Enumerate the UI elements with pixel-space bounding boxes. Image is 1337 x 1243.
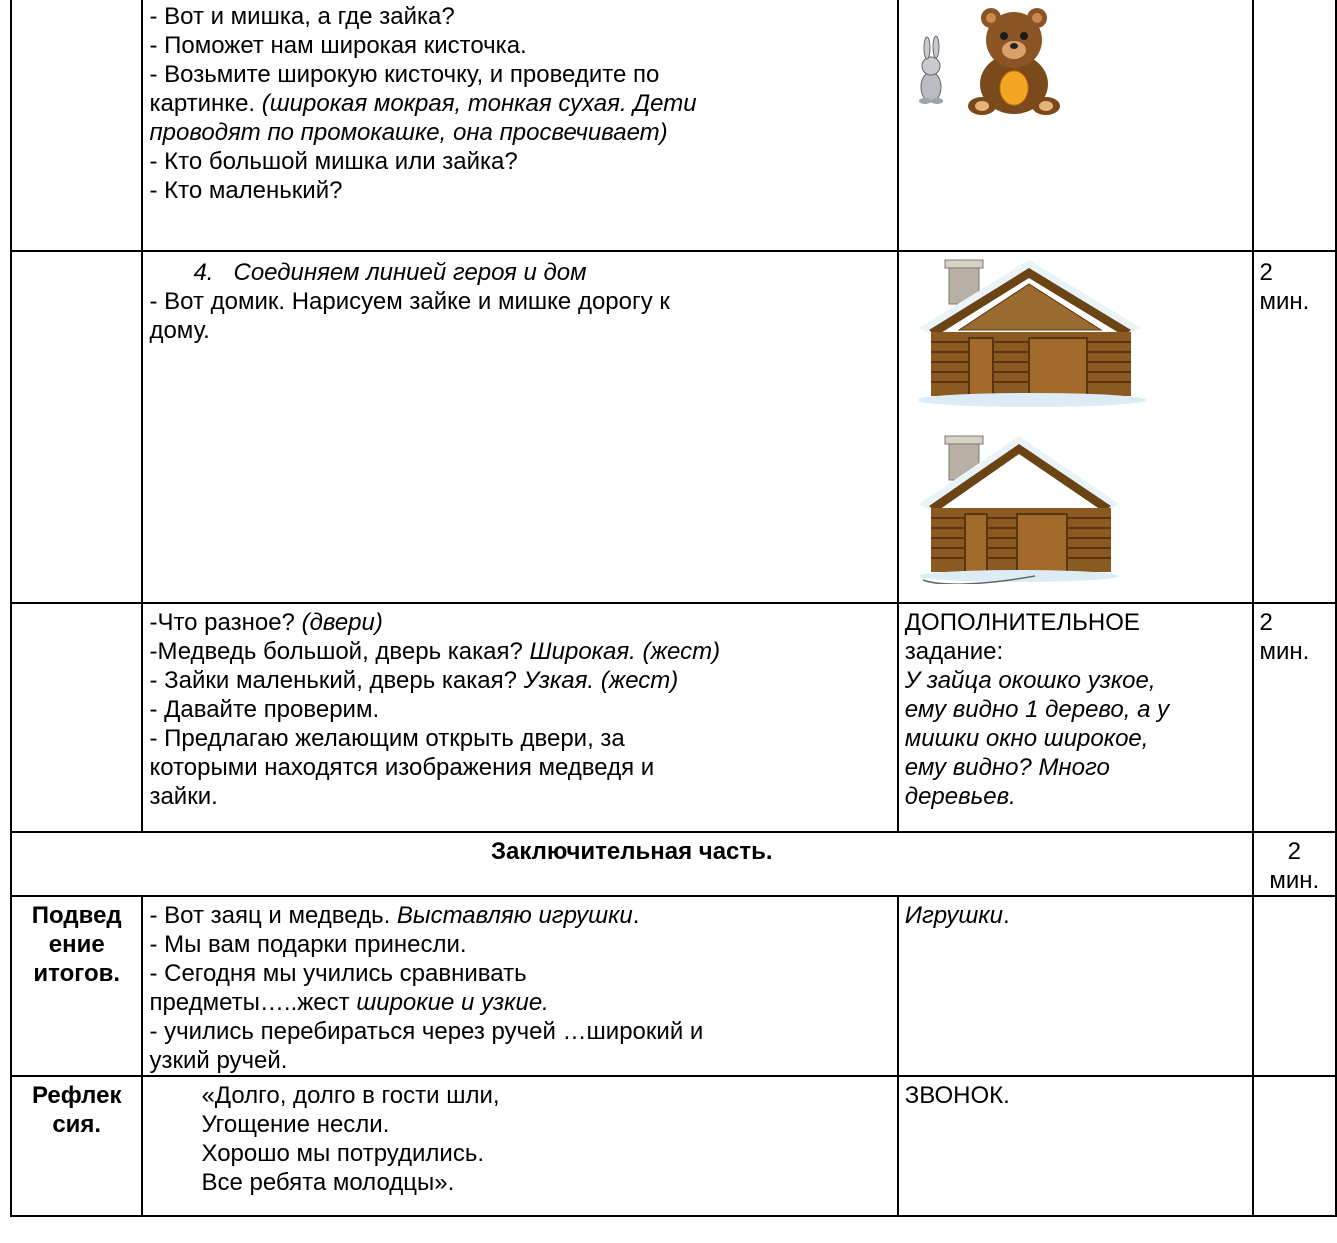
time-cell [1253,603,1336,832]
time-value: 2 [1287,838,1301,865]
material-cell [898,1076,1253,1216]
extra-task-line: мишки окно широкое, [904,725,1149,752]
extra-task-line: деревьев. [904,783,1016,810]
activity-cell [142,1076,897,1216]
poem-line: «Долго, долго в гости шли, [201,1082,500,1109]
text-plain: предметы…..жест [149,989,357,1016]
row-bear-hare [11,0,1336,251]
text-italic: (двери) [301,609,383,636]
time-unit: мин. [1259,638,1310,665]
text-italic: Широкая. (жест) [529,638,721,665]
stage-label: Подвед [31,902,122,929]
text-line: - Давайте проверим. [149,696,380,723]
activity-cell [142,896,897,1076]
extra-task-line: У зайца окошко узкое, [904,667,1156,694]
stage-cell [11,896,142,1076]
log-cabin-icon [919,260,1146,407]
text-line [149,666,890,695]
poem-line: Хорошо мы потрудились. [201,1140,485,1167]
text-line [149,988,890,1017]
text-line [149,608,890,637]
text-plain: - Зайки маленький, дверь какая? [149,667,524,694]
final-section-title: Заключительная часть. [11,832,1253,896]
time-value: 2 [1259,259,1273,286]
bear-icon [968,8,1060,115]
time-value: 2 [1259,609,1273,636]
text-line: дому. [149,317,210,344]
task-number: 4. [193,259,214,286]
text-line: - Вот домик. Нарисуем зайке и мишке дорогу к [149,288,670,315]
task-title: Соединяем линией героя и дом [233,259,587,286]
material-cell [898,896,1253,1076]
stage-label: Рефлек [32,1082,122,1109]
text-line: - Поможет нам широкая кисточка. [149,32,527,59]
stage-label: сия. [52,1111,102,1138]
material-cell [898,251,1253,603]
text-plain: . [632,902,640,929]
material-text [905,901,1246,930]
activity-cell [142,0,897,251]
extra-task-line: ему видно? Много [904,754,1110,781]
summary-row [11,896,1336,1076]
stage-label: ение [48,931,105,958]
text-plain: - Вот заяц и медведь. [149,902,397,929]
material-cell [898,0,1253,251]
time-unit: мин. [1259,288,1310,315]
lesson-table [10,0,1337,1217]
text-plain: . [1002,902,1010,929]
text-line [149,637,890,666]
stage-label: итогов. [33,960,121,987]
reflection-row [11,1076,1336,1216]
text-line: - Кто маленький? [149,177,343,204]
text-line: которыми находятся изображения медведя и [149,754,655,781]
text-line: узкий ручей. [149,1047,288,1074]
text-italic: Выставляю игрушки [396,902,633,929]
text-italic: проводят по промокашке, она просвечивает) [149,119,668,146]
text-line: - Сегодня мы учились сравнивать [149,960,527,987]
text-italic: Игрушки [904,902,1003,929]
hare-icon [919,36,943,104]
text-line: - Вот и мишка, а где зайка? [149,3,455,30]
stage-cell [11,251,142,603]
text-plain: -Что разное? [149,609,302,636]
stage-cell [11,603,142,832]
task-heading [149,258,890,287]
text-italic: Узкая. (жест) [523,667,679,694]
activity-cell [142,251,897,603]
row-connect-line [11,251,1336,603]
text-line: - учились перебираться через ручей …широкий и [149,1018,704,1045]
final-section-row [11,832,1336,896]
time-cell [1253,0,1336,251]
text-line [149,89,890,118]
text-plain: -Медведь большой, дверь какая? [149,638,530,665]
text-plain: картинке. [149,90,262,117]
time-unit: мин. [1269,867,1320,894]
log-cabin-icon [919,436,1119,584]
extra-task-line: ему видно 1 дерево, а у [904,696,1170,723]
house-image-1 [919,258,1149,408]
text-line [149,118,890,147]
material-cell [898,603,1253,832]
house-image-2 [919,434,1149,584]
activity-cell [142,603,897,832]
time-cell [1253,251,1336,603]
extra-task-subtitle: задание: [904,638,1004,665]
row-doors [11,603,1336,832]
time-cell [1253,896,1336,1076]
time-cell [1253,832,1336,896]
text-line: - Кто большой мишка или зайка? [149,148,518,175]
text-italic: широкие и узкие. [356,989,549,1016]
text-line: - Мы вам подарки принесли. [149,931,467,958]
text-line: - Предлагаю желающим открыть двери, за [149,725,625,752]
time-cell [1253,1076,1336,1216]
stage-cell [11,0,142,251]
text-line: - Возьмите широкую кисточку, и проведите по [149,61,660,88]
text-italic: (широкая мокрая, тонкая сухая. Дети [261,90,697,117]
hare-bear-image [909,2,1089,122]
extra-task-title: ДОПОЛНИТЕЛЬНОЕ [904,609,1140,636]
text-line [149,901,890,930]
poem-line: Все ребята молодцы». [201,1169,455,1196]
poem-line: Угощение несли. [201,1111,390,1138]
stage-cell [11,1076,142,1216]
text-line: зайки. [149,783,218,810]
material-text: ЗВОНОК. [904,1082,1010,1109]
